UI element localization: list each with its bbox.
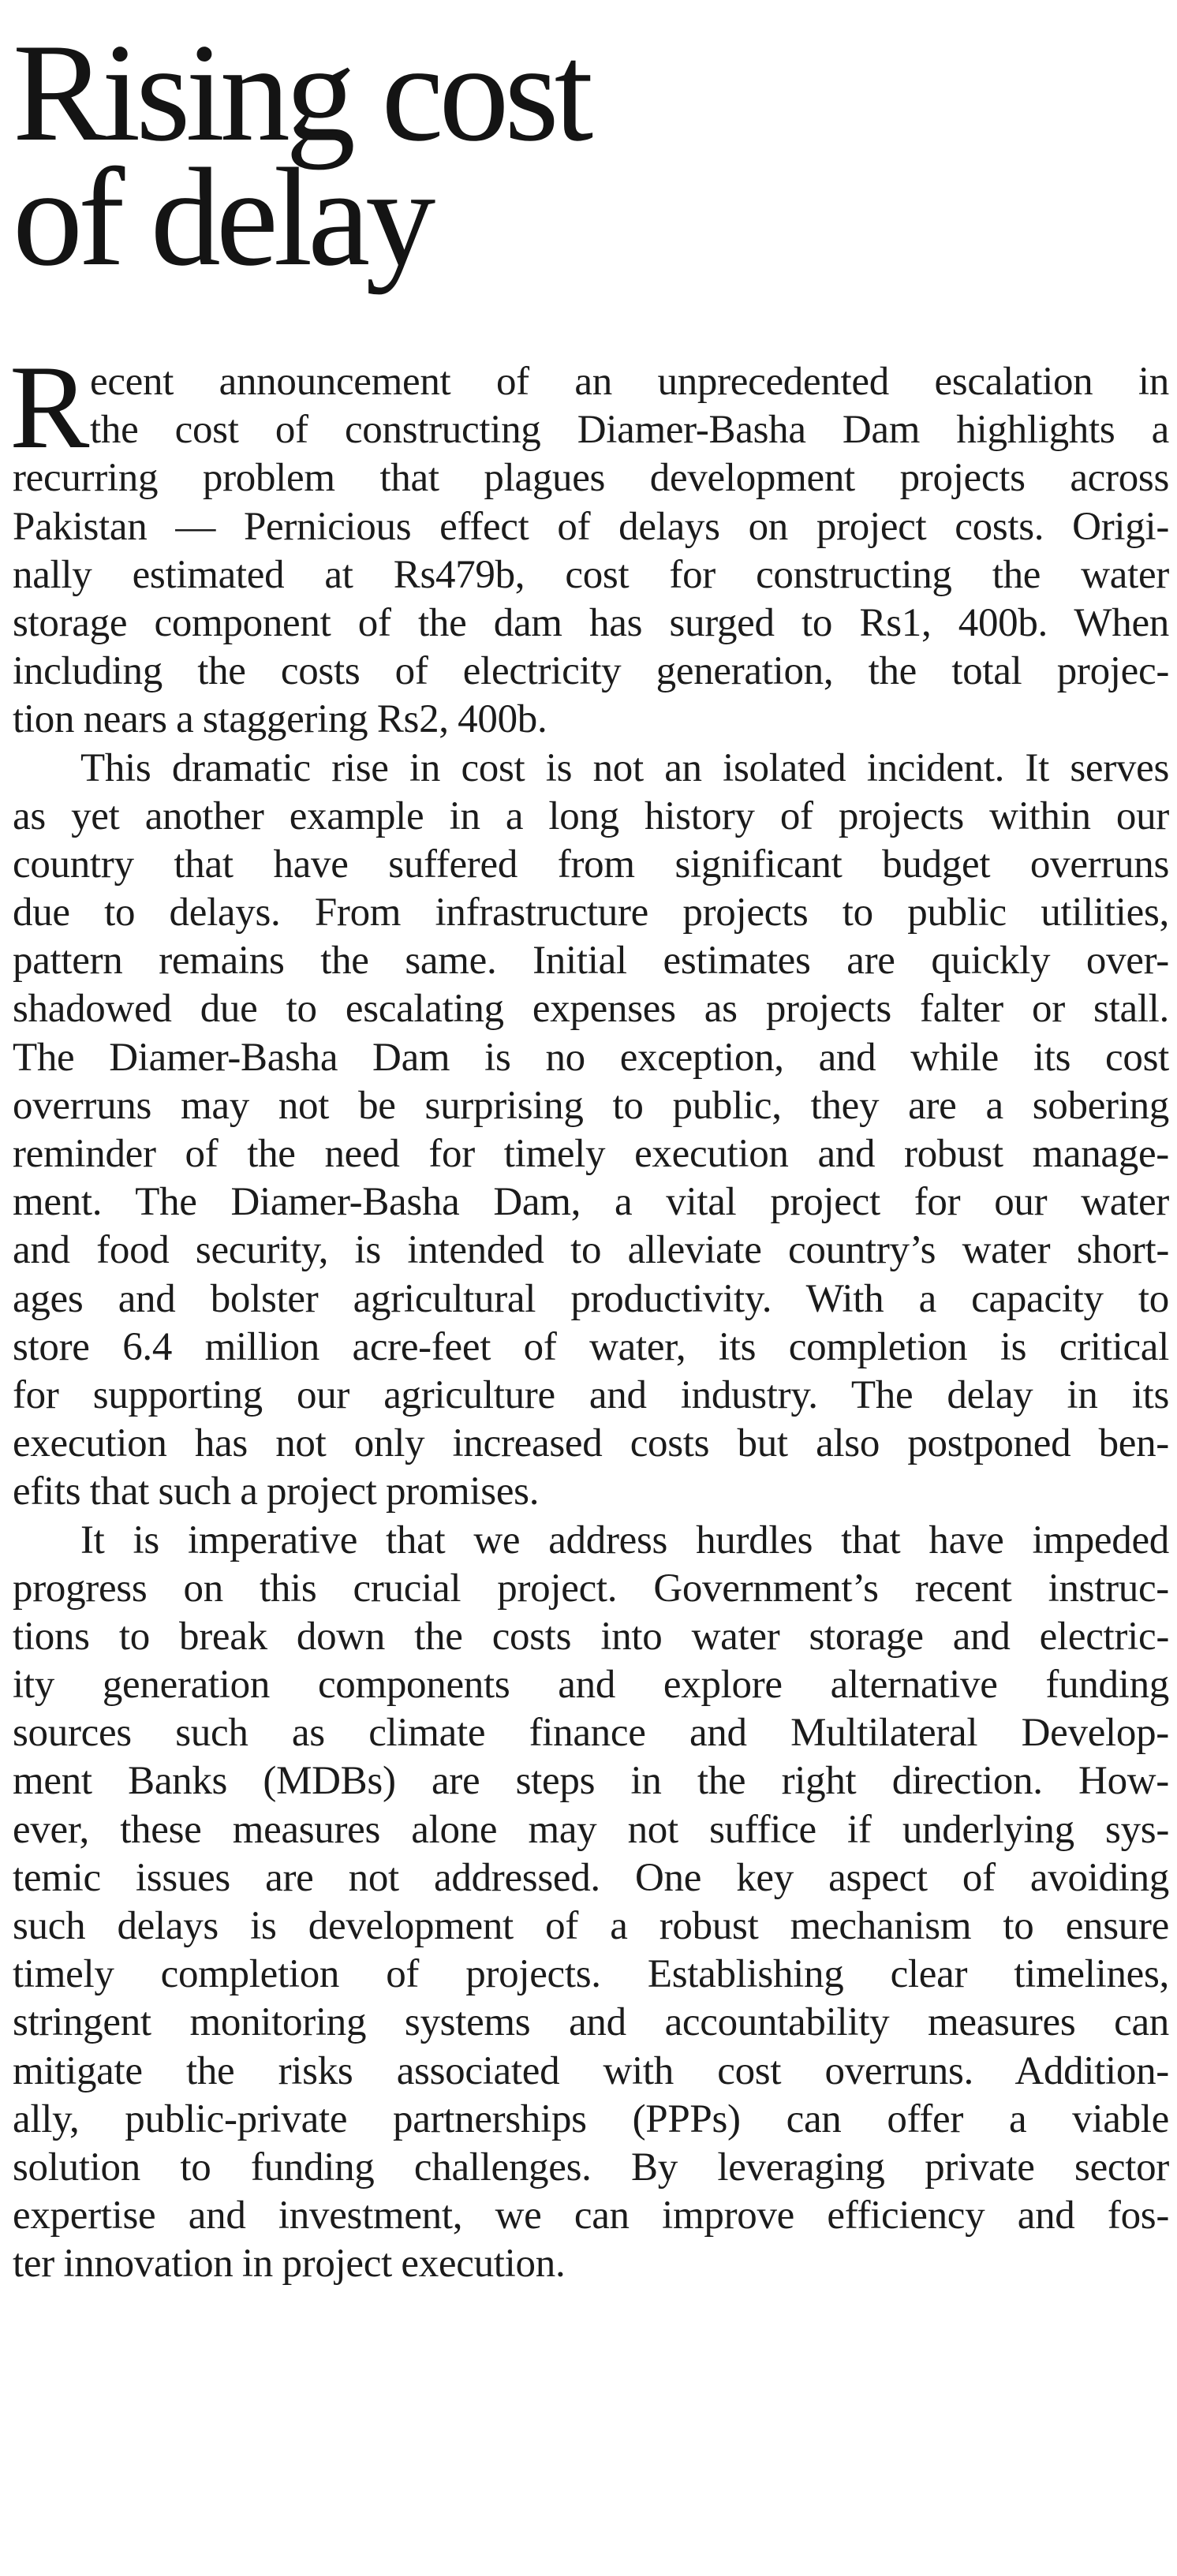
paragraph-line: stringent monitoring systems and accountability measures can — [13, 2000, 1169, 2045]
paragraph-line: execution has not only increased costs but also postponed ben- — [13, 1421, 1169, 1466]
paragraph-line: recurring problem that plagues development projects across — [13, 456, 1169, 501]
lead-paragraph-wrap — [9, 341, 1169, 745]
paragraph-line: expertise and investment, we can improve efficiency and fos- — [13, 2193, 1169, 2238]
paragraph-line: ity generation components and explore alternative funding — [13, 1663, 1169, 1708]
paragraph-line: It is imperative that we address hurdles that have impeded — [80, 1518, 1169, 1562]
paragraph-line: nally estimated at Rs479b, cost for constructing the water — [13, 552, 1169, 597]
paragraph-line: The Diamer-Basha Dam is no exception, and while its cost — [13, 1035, 1169, 1080]
paragraph-line: efits that such a project promises. — [13, 1469, 540, 1514]
paragraph-line: and food security, is intended to alleviate country’s water short- — [13, 1228, 1169, 1273]
headline-line-1: Rising cost — [13, 14, 589, 170]
paragraph-1 — [13, 358, 1169, 745]
paragraph-line: shadowed due to escalating expenses as projects falter or stall. — [13, 987, 1169, 1032]
paragraph-line: as yet another example in a long history of projects within our — [13, 793, 1169, 838]
paragraph-line: overruns may not be surprising to public, they are a sobering — [13, 1083, 1169, 1128]
paragraph-line: timely completion of projects. Establishing clear timelines, — [13, 1952, 1169, 1997]
paragraph-line: reminder of the need for timely execution and robust manage- — [13, 1132, 1169, 1176]
editorial-article — [9, 0, 1169, 2289]
paragraph-line: This dramatic rise in cost is not an isolated incident. It serves — [80, 745, 1169, 790]
paragraph-line: store 6.4 million acre-feet of water, its completion is critical — [13, 1324, 1169, 1369]
paragraph-line: tions to break down the costs into water storage and electric- — [13, 1614, 1169, 1659]
paragraph-line: ter innovation in project execution. — [13, 2242, 566, 2287]
paragraph-line: for supporting our agriculture and industry. The delay in its — [13, 1372, 1169, 1417]
paragraph-line: due to delays. From infrastructure projects to public utilities, — [13, 890, 1169, 935]
paragraph-line: progress on this crucial project. Government’s recent instruc- — [13, 1566, 1169, 1611]
paragraph-line: ally, public-private partnerships (PPPs) can offer a viable — [13, 2096, 1169, 2141]
paragraph-line: ages and bolster agricultural productivity. With a capacity to — [13, 1276, 1169, 1321]
paragraph-line: such delays is development of a robust mechanism to ensure — [13, 1904, 1169, 1948]
paragraph-line: the cost of constructing Diamer-Basha Dam highlights a — [90, 408, 1169, 453]
paragraph-line: ment Banks (MDBs) are steps in the right direction. How- — [13, 1759, 1169, 1804]
paragraph-line: solution to funding challenges. By leveraging private sector — [13, 2145, 1169, 2190]
drop-cap: R — [9, 341, 90, 473]
paragraph-line: sources such as climate finance and Multilateral Develop- — [13, 1711, 1169, 1756]
headline — [13, 0, 1169, 295]
paragraph-line: tion nears a staggering Rs2, 400b. — [13, 697, 547, 742]
paragraph-line: country that have suffered from significant budget overruns — [13, 842, 1169, 887]
paragraph-line: including the costs of electricity generation, the total projec- — [13, 649, 1169, 694]
paragraph-line: ever, these measures alone may not suffice if underlying sys- — [13, 1807, 1169, 1852]
headline-line-2: of delay — [13, 139, 432, 295]
paragraph-line: ment. The Diamer-Basha Dam, a vital project for our water — [13, 1180, 1169, 1225]
paragraph-line: storage component of the dam has surged to Rs1, 400b. When — [13, 600, 1169, 645]
paragraph-line: pattern remains the same. Initial estimates are quickly over- — [13, 939, 1169, 984]
paragraph-3 — [13, 1517, 1169, 2289]
paragraph-2 — [13, 745, 1169, 1517]
article-body — [9, 341, 1169, 2289]
paragraph-line: ecent announcement of an unprecedented escalation in — [90, 360, 1169, 404]
paragraph-line: Pakistan — Pernicious effect of delays on project costs. Origi- — [13, 504, 1169, 549]
paragraph-line: temic issues are not addressed. One key aspect of avoiding — [13, 1855, 1169, 1900]
paragraph-line: mitigate the risks associated with cost overruns. Addition- — [13, 2048, 1169, 2093]
